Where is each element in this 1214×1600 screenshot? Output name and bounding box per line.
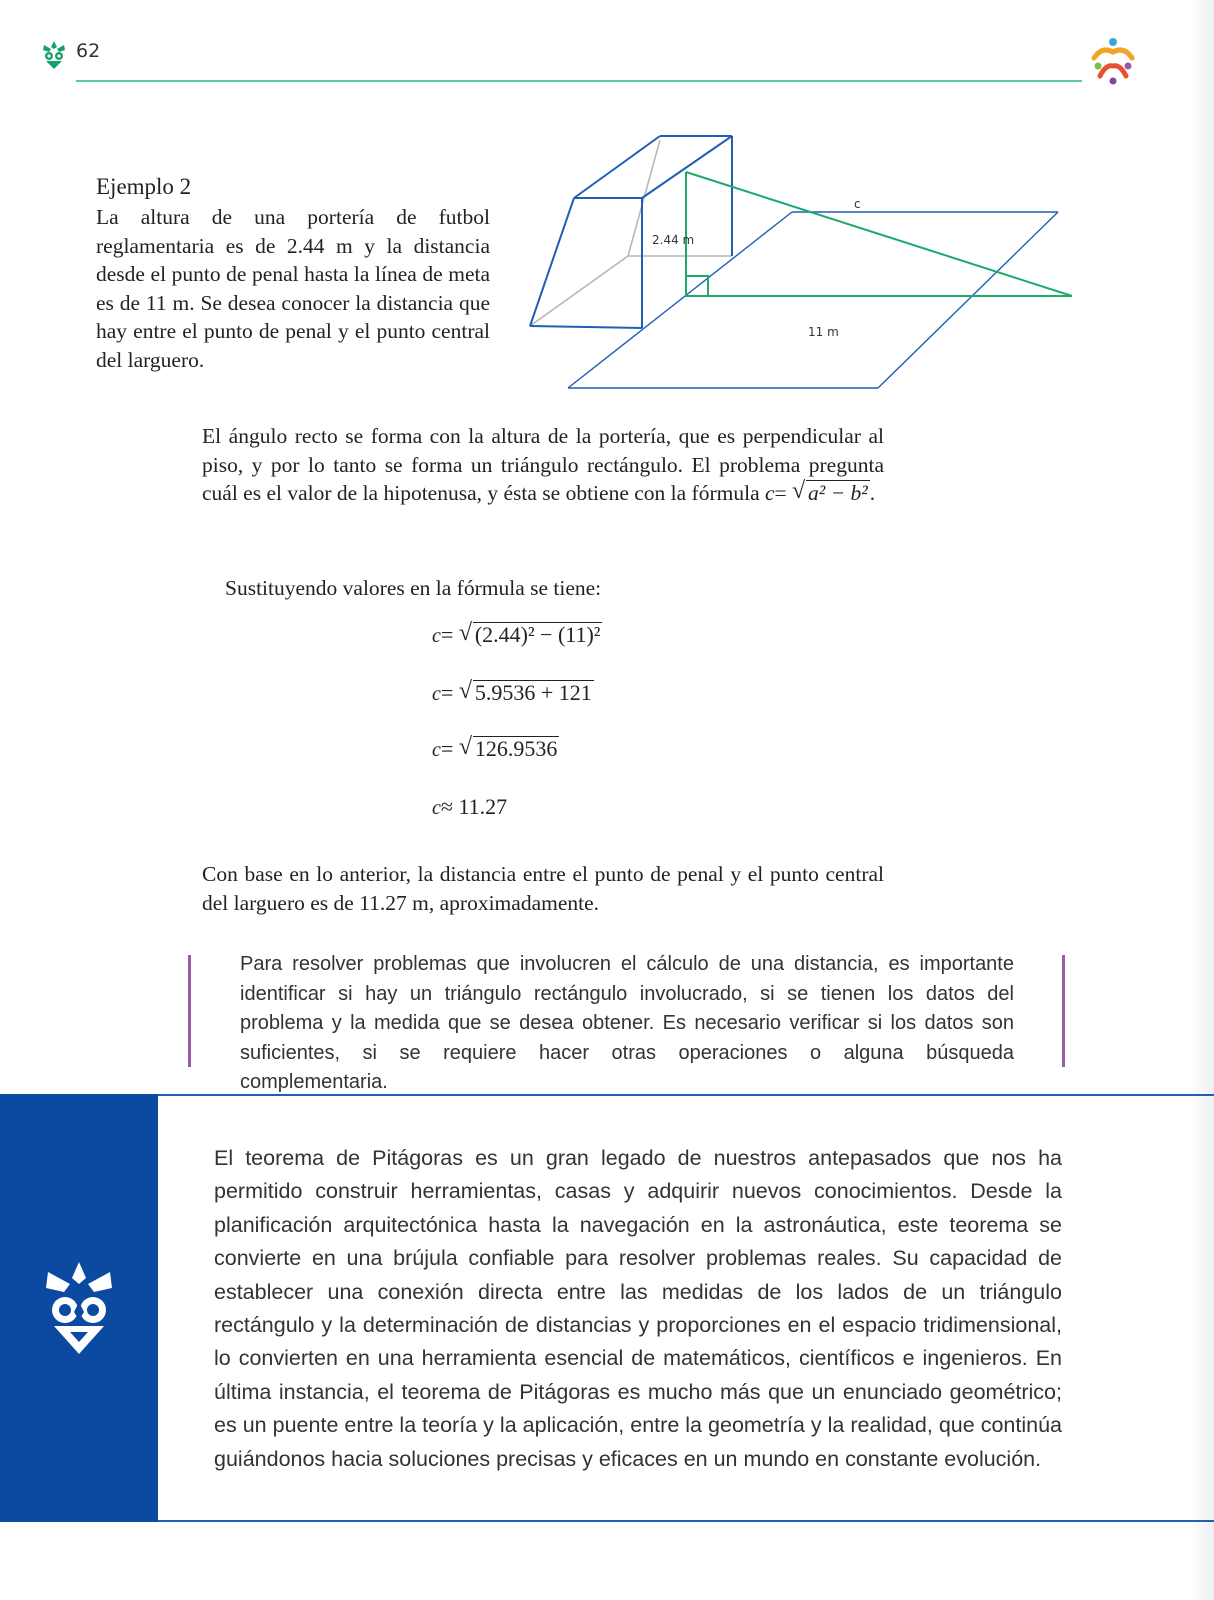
goal-frame	[530, 136, 732, 328]
conclusion-paragraph: Con base en lo anterior, la distancia entre el punto de penal y el punto central del larguero es de 11.27 m, aproximadamente.	[202, 862, 884, 915]
example-title: Ejemplo 2	[96, 174, 192, 199]
goal-diagram	[520, 130, 1080, 400]
band-bottom-rule	[158, 1520, 1214, 1522]
formula-end: .	[869, 481, 876, 505]
equation-step-4: c≈ 11.27	[432, 794, 508, 819]
hypotenuse-label: c	[854, 197, 861, 211]
page-edge-shadow	[1188, 0, 1214, 1600]
page-number: 62	[76, 40, 101, 62]
note-bar-left	[188, 955, 191, 1067]
equation-step-2: c= √ 5.9536 + 121	[432, 680, 594, 706]
height-label: 2.44 m	[652, 233, 695, 247]
formula-radicand: a² − b²	[808, 481, 868, 505]
base-label: 11 m	[808, 325, 839, 339]
formula-eq: =	[774, 481, 787, 505]
right-triangle	[686, 172, 1072, 296]
plant-emblem-icon	[40, 1260, 118, 1356]
header-rule	[76, 80, 1082, 82]
plant-emblem-icon	[40, 40, 68, 70]
equation-step-3: c= √ 126.9536	[432, 736, 559, 762]
colorful-figure-icon	[1086, 36, 1140, 86]
substitution-intro: Sustituyendo valores en la fórmula se tiene:	[225, 576, 602, 600]
side-color-block	[0, 1094, 158, 1522]
closing-paragraph: El teorema de Pitágoras es un gran legado de nuestros antepasados que nos ha permitido construir herramientas, casas y adquirir nuevos conocimientos. Desde la planificación arquitectónica hasta la navegación en la astronáutica, este teorema se convierte en una brújula confiable para resolver problemas reales. Su capacidad de establecer una conexión directa entre las medidas de los lados de un triángulo rectángulo y la determinación de distancias y proporciones en el espacio tridimensional, lo convierten en una herramienta esencial de matemáticos, científicos e ingenieros. En última instancia, el teorema de Pitágoras es mucho más que un enunciado geométrico; es un puente entre la teoría y la aplicación, entre la geometría y la realidad, que continúa guiándonos hacia soluciones precisas y eficaces en un mundo en constante evolución.	[214, 1146, 1062, 1471]
explanation-text: El ángulo recto se forma con la altura de la portería, que es perpendicular al piso, y por lo tanto se forma un triángulo rectángulo. El problema pregunta cuál es el valor de la hipotenusa, y ésta se obtiene con la	[202, 424, 884, 505]
equation-step-1: c= √ (2.44)² − (11)²	[432, 622, 602, 648]
formula-root	[792, 479, 870, 508]
note-bar-right	[1062, 955, 1065, 1067]
example-statement: La altura de una portería de futbol reglamentaria es de 2.44 m y la distancia desde el punto de penal hasta la línea de meta es de 11 m. Se desea conocer la distancia que hay entre el punto de penal y el punto central del larguero.	[96, 205, 490, 372]
explanation-paragraph	[202, 422, 884, 508]
formula-var: c	[764, 481, 775, 505]
tip-note: Para resolver problemas que involucren el cálculo de una distancia, es importante identificar si hay un triángulo rectángulo involucrado, si se tienen los datos del problema y la medida que se desea obtener. Es necesario verificar si los datos son suficientes, si se requiere hacer otras operaciones o alguna búsqueda complementaria.	[240, 953, 1014, 1093]
band-top-rule	[158, 1094, 1214, 1096]
formula-intro: fórmula	[691, 481, 760, 505]
